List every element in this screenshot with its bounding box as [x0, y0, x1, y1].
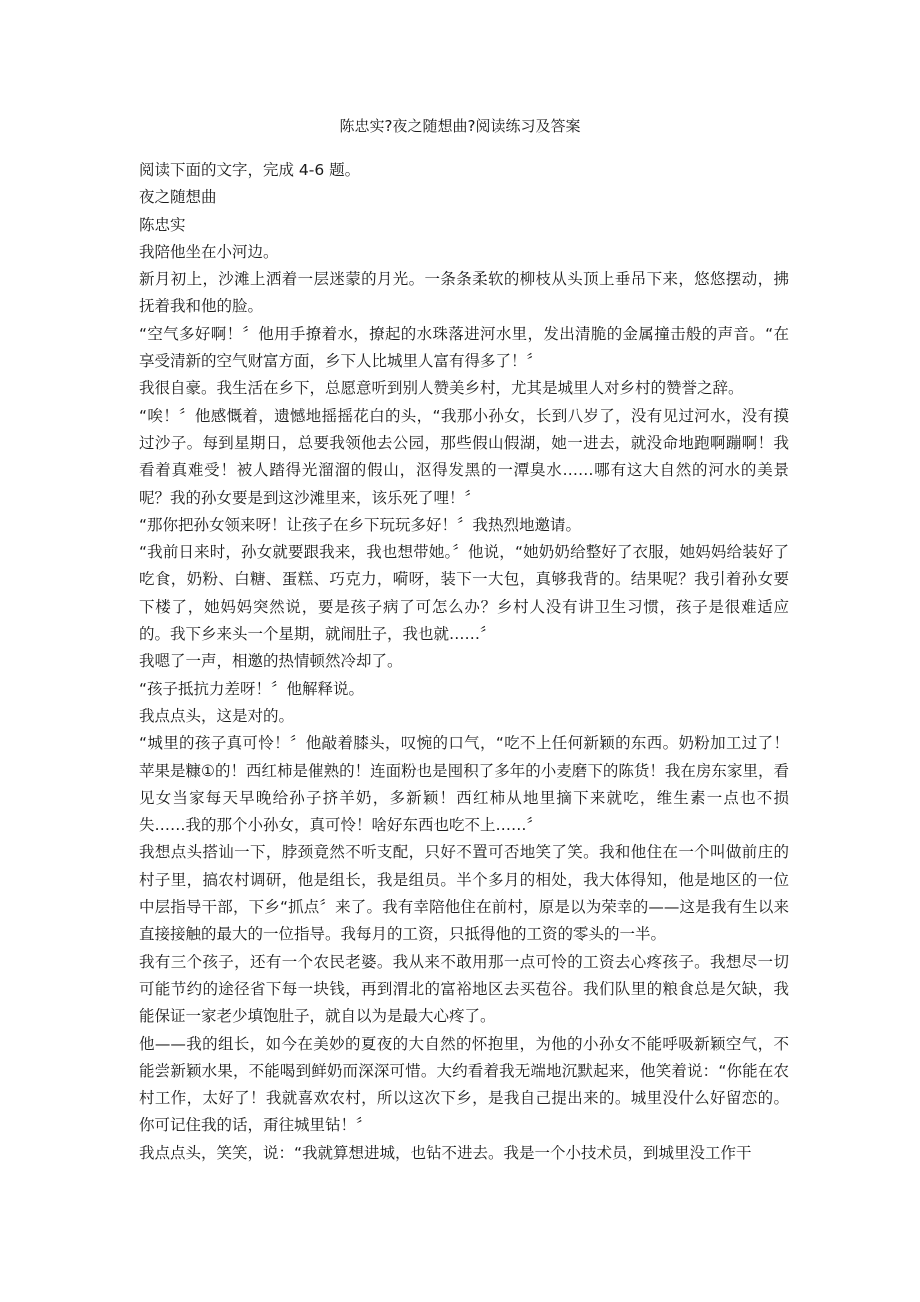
paragraph-author: 陈忠实	[139, 215, 186, 234]
paragraph: 我很自豪。我生活在乡下，总愿意听到别人赞美乡村，尤其是城里人对乡村的赞誉之辞。	[139, 379, 744, 398]
paragraph: 我点点头，笑笑，说：“我就算想进城，也钻不进去。我是一个小技术员，到城里没工作干	[139, 1143, 752, 1162]
paragraph: 我有三个孩子，还有一个农民老婆。我从来不敢用那一点可怜的工资去心疼孩子。我想尽一切可能节约的途径省下每一块钱，再到渭北的富裕地区去买苞谷。我们队里的粮食总是欠缺，我能保证一家老少填饱肚子，就自以为是最大心疼了。	[139, 952, 789, 1026]
document-body	[139, 157, 789, 1167]
paragraph: 我陪他坐在小河边。	[139, 242, 279, 261]
paragraph: “唉！〞他感慨着，遗憾地摇摇花白的头，“我那小孙女，长到八岁了，没有见过河水，没有摸过沙子。每到星期日，总要我领他去公园，那些假山假湖，她一进去，就没命地跑啊蹦啊！我看着真难受！被人踏得光溜溜的假山，沤得发黑的一潭臭水……哪有这大自然的河水的美景呢？我的孙女要是到这沙滩里来，该乐死了哩！〞	[139, 406, 789, 507]
paragraph: 我想点头搭讪一下，脖颈竟然不听支配，只好不置可否地笑了笑。我和他住在一个叫做前庄的村子里，搞农村调研，他是组长，我是组员。半个多月的相处，我大体得知，他是地区的一位中层指导干部，下乡“抓点〞来了。我有幸陪他住在前村，原是以为荣幸的——这是我有生以来直接接触的最大的一位指导。我每月的工资，只抵得他的工资的零头的一半。	[139, 843, 789, 944]
paragraph: “空气多好啊！〞他用手撩着水，撩起的水珠落进河水里，发出清脆的金属撞击般的声音。“在享受清新的空气财富方面，乡下人比城里人富有得多了！〞	[139, 324, 789, 371]
paragraph-instruction: 阅读下面的文字，完成 4-6 题。	[139, 161, 361, 179]
paragraph: “那你把孙女领来呀！让孩子在乡下玩玩多好！〞我热烈地邀请。	[139, 515, 582, 534]
document-title: 陈忠实?夜之随想曲?阅读练习及答案	[339, 117, 581, 135]
paragraph: 我嗯了一声，相邀的热情顿然冷却了。	[139, 652, 403, 671]
paragraph: 我点点头，这是对的。	[139, 706, 295, 725]
paragraph: 新月初上，沙滩上洒着一层迷蒙的月光。一条条柔软的柳枝从头顶上垂吊下来，悠悠摆动，拂抚着我和他的脸。	[139, 270, 789, 316]
paragraph: 他——我的组长，如今在美妙的夏夜的大自然的怀抱里，为他的小孙女不能呼吸新颖空气，不能尝新颖水果，不能喝到鲜奶而深深可惜。大约看着我无端地沉默起来，他笑着说：“你能在农村工作，太好了！我就喜欢农村，所以这次下乡，是我自己提出来的。城里没什么好留恋的。你可记住我的话，甭往城里钻！〞	[139, 1034, 789, 1135]
paragraph: “孩子抵抗力差呀！〞他解释说。	[139, 679, 365, 698]
paragraph-article-title: 夜之随想曲	[139, 188, 217, 207]
paragraph: “城里的孩子真可怜！〞他敲着膝头，叹惋的口气，“吃不上任何新颖的东西。奶粉加工过了！苹果是糠①的！西红柿是催熟的！连面粉也是囤积了多年的小麦磨下的陈货！我在房东家里，看见女当家每天早晚给孙子挤羊奶，多新颖！西红柿从地里摘下来就吃，维生素一点也不损失……我的那个小孙女，真可怜！啥好东西也吃不上……〞	[139, 734, 789, 835]
paragraph: “我前日来时，孙女就要跟我来，我也想带她。〞他说，“她奶奶给整好了衣服，她妈妈给装好了吃食，奶粉、白糖、蛋糕、巧克力，嗬呀，装下一大包，真够我背的。结果呢？我引着孙女要下楼了，她妈妈突然说，要是孩子病了可怎么办？乡村人没有讲卫生习惯，孩子是很难适应的。我下乡来头一个星期，就闹肚子，我也就……〞	[139, 543, 789, 644]
